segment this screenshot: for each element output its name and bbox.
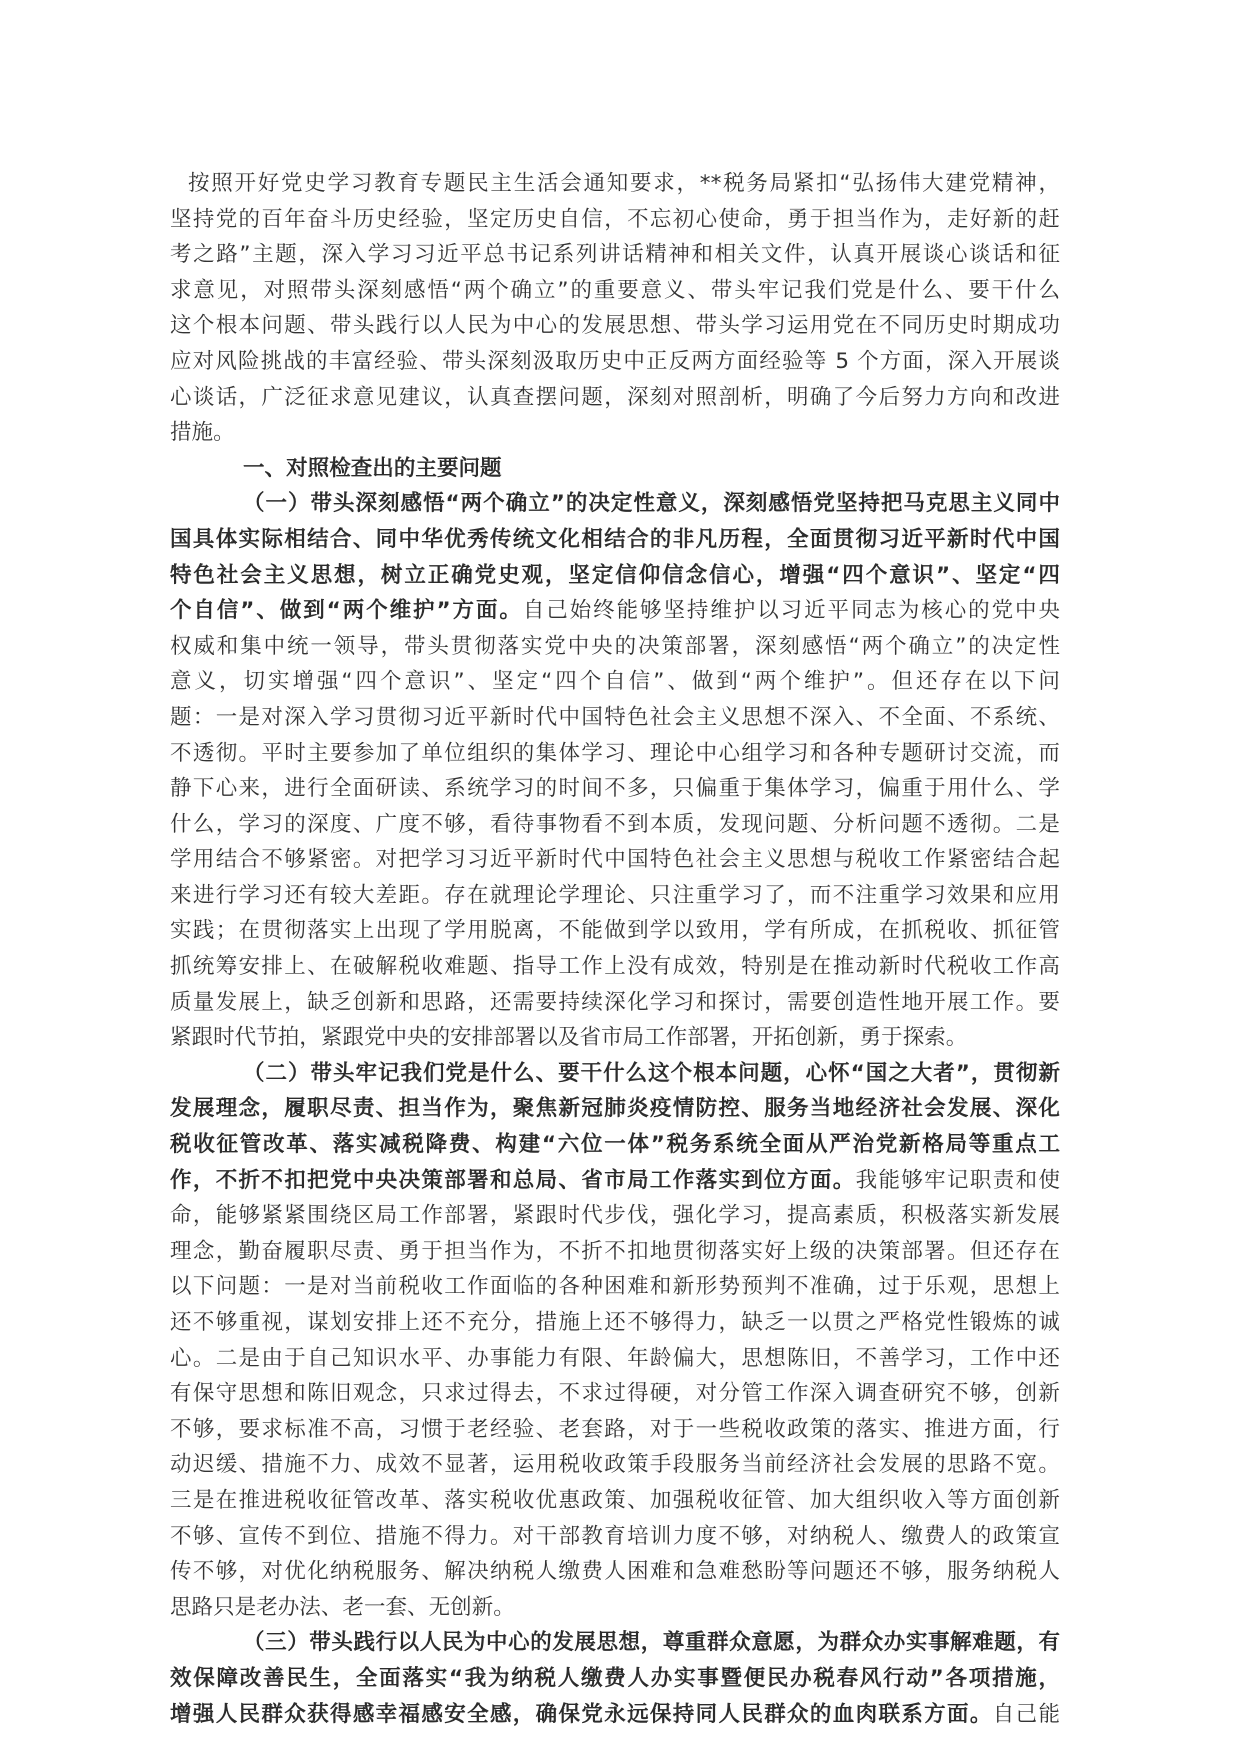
item-3-title: （三）带头践行以人民为中心的发展思想，尊重群众意愿，为群众办实事解难题，有 [243,1630,1060,1656]
text-line: 不透彻。平时主要参加了单位组织的集体学习、理论中心组学习和各种专题研讨交流，而 [170,740,1060,766]
text-line: 不够、宣传不到位、措施不得力。对干部教育培训力度不够，对纳税人、缴费人的政策宣 [170,1523,1060,1549]
text-line: 按照开好党史学习教育专题民主生活会通知要求，**税务局紧扣“弘扬伟大建党精神， [188,171,1060,196]
item-1-title: （一）带头深刻感悟“两个确立”的决定性意义，深刻感悟党坚持把马克思主义同中 [243,491,1060,517]
text-line: 实践；在贯彻落实上出现了学用脱离，不能做到学以致用，学有所成，在抓税收、抓征管 [170,918,1060,944]
text-line: 紧跟时代节拍，紧跟党中央的安排部署以及省市局工作部署，开拓创新，勇于探索。 [170,1025,968,1051]
text-line [170,522,1060,558]
text-line [170,1625,1060,1661]
text-line: 以下问题：一是对当前税收工作面临的各种困难和新形势预判不准确，过于乐观，思想上 [170,1274,1060,1300]
item-2-title: 作，不折不扣把党中央决策部署和总局、省市局工作落实到位方面。 [170,1167,856,1193]
text-line: 静下心来，进行全面研读、系统学习的时间不多，只偏重于集体学习，偏重于用什么、学 [170,776,1060,802]
text-line: 意义，切实增强“四个意识”、坚定“四个自信”、做到“两个维护”。但还存在以下问 [170,669,1060,695]
text-line: 心。二是由于自己知识水平、办事能力有限、年龄偏大，思想陈旧，不善学习，工作中还 [170,1345,1060,1371]
text-line: 理念，勤奋履职尽责、勇于担当作为，不折不扣地贯彻落实好上级的决策部署。但还存在 [170,1238,1060,1264]
text-line: 心谈话，广泛征求意见建议，认真查摆问题，深刻对照剖析，明确了今后努力方向和改进 [170,384,1060,410]
section-heading [170,451,1060,487]
item-1-title: 特色社会主义思想，树立正确党史观，坚定信仰信念信心，增强“四个意识”、坚定“四 [170,562,1060,588]
text-line [170,1661,1060,1697]
text-line [170,1127,1060,1163]
text-line: 命，能够紧紧围绕区局工作部署，紧跟时代步伐，强化学习，提高素质，积极落实新发展 [170,1203,1060,1229]
item-2-title: （二）带头牢记我们党是什么、要干什么这个根本问题，心怀“国之大者”，贯彻新 [243,1060,1060,1086]
text-line [170,593,1060,629]
text-line: 来进行学习还有较大差距。存在就理论学理论、只注重学习了，而不注重学习效果和应用 [170,882,1060,908]
text-line [170,1056,1060,1092]
section-1-heading: 一、对照检查出的主要问题 [243,455,502,481]
item-1-title: 个自信”、做到“两个维护”方面。 [170,598,523,624]
text-line: 什么，学习的深度、广度不够，看待事物看不到本质，发现问题、分析问题不透彻。二是 [170,811,1060,837]
item-2-title: 发展理念，履职尽责、担当作为，聚焦新冠肺炎疫情防控、服务当地经济社会发展、深化 [170,1096,1060,1122]
text-line: 这个根本问题、带头践行以人民为中心的发展思想、带头学习运用党在不同历史时期成功 [170,313,1060,339]
item-2-title: 税收征管改革、落实减税降费、构建“六位一体”税务系统全面从严治党新格局等重点工 [170,1132,1060,1158]
document-page [170,166,1060,1732]
text-line: 措施。 [170,420,235,446]
text-line: 不够，要求标准不高，习惯于老经验、老套路，对于一些税收政策的落实、推进方面，行 [170,1416,1060,1442]
text-line: 三是在推进税收征管改革、落实税收优惠政策、加强税收征管、加大组织收入等方面创新 [170,1487,1060,1513]
item-1-title: 国具体实际相结合、同中华优秀传统文化相结合的非凡历程，全面贯彻习近平新时代中国 [170,526,1060,552]
item-3-paragraph [170,1625,1060,1732]
text-line: 有保守思想和陈旧观念，只求过得去，不求过得硬，对分管工作深入调查研究不够，创新 [170,1381,1060,1407]
text-line: 抓统筹安排上、在破解税收难题、指导工作上没有成效，特别是在推动新时代税收工作高 [170,954,1060,980]
text-line [170,1697,1060,1733]
item-1-paragraph [170,486,1060,1056]
text-line: 思路只是老办法、老一套、无创新。 [170,1594,515,1620]
text-line: 考之路”主题，深入学习习近平总书记系列讲话精神和相关文件，认真开展谈心谈话和征 [170,242,1060,268]
text-line: 求意见，对照带头深刻感悟“两个确立”的重要意义、带头牢记我们党是什么、要干什么 [170,277,1060,303]
text-line: 动迟缓、措施不力、成效不显著，运用税收政策手段服务当前经济社会发展的思路不宽。 [170,1452,1060,1478]
item-3-body: 自己能 [992,1701,1060,1727]
text-line [170,486,1060,522]
text-line: 还不够重视，谋划安排上还不充分，措施上还不够得力，缺乏一以贯之严格党性锻炼的诚 [170,1310,1060,1335]
text-line [170,558,1060,594]
item-3-title: 增强人民群众获得感幸福感安全感，确保党永远保持同人民群众的血肉联系方面。 [170,1701,993,1727]
item-2-paragraph [170,1056,1060,1626]
text-line: 题：一是对深入学习贯彻习近平新时代中国特色社会主义思想不深入、不全面、不系统、 [170,704,1060,730]
item-1-body: 自己始终能够坚持维护以习近平同志为核心的党中央 [522,598,1060,624]
text-line: 权威和集中统一领导，带头贯彻落实党中央的决策部署，深刻感悟“两个确立”的决定性 [170,633,1060,659]
item-2-body: 我能够牢记职责和使 [855,1167,1060,1193]
text-line: 应对风险挑战的丰富经验、带头深刻汲取历史中正反两方面经验等 5 个方面，深入开展谈 [170,348,1060,374]
text-line: 坚持党的百年奋斗历史经验，坚定历史自信，不忘初心使命，勇于担当作为，走好新的赶 [170,206,1060,232]
text-line [170,1091,1060,1127]
text-line: 质量发展上，缺乏创新和思路，还需要持续深化学习和探讨，需要创造性地开展工作。要 [170,989,1060,1015]
item-3-title: 效保障改善民生，全面落实“我为纳税人缴费人办实事暨便民办税春风行动”各项措施， [170,1665,1060,1691]
intro-paragraph [170,166,1060,451]
text-line: 传不够，对优化纳税服务、解决纳税人缴费人困难和急难愁盼等问题还不够，服务纳税人 [170,1559,1060,1585]
text-line [170,1163,1060,1199]
text-line: 学用结合不够紧密。对把学习习近平新时代中国特色社会主义思想与税收工作紧密结合起 [170,847,1060,873]
